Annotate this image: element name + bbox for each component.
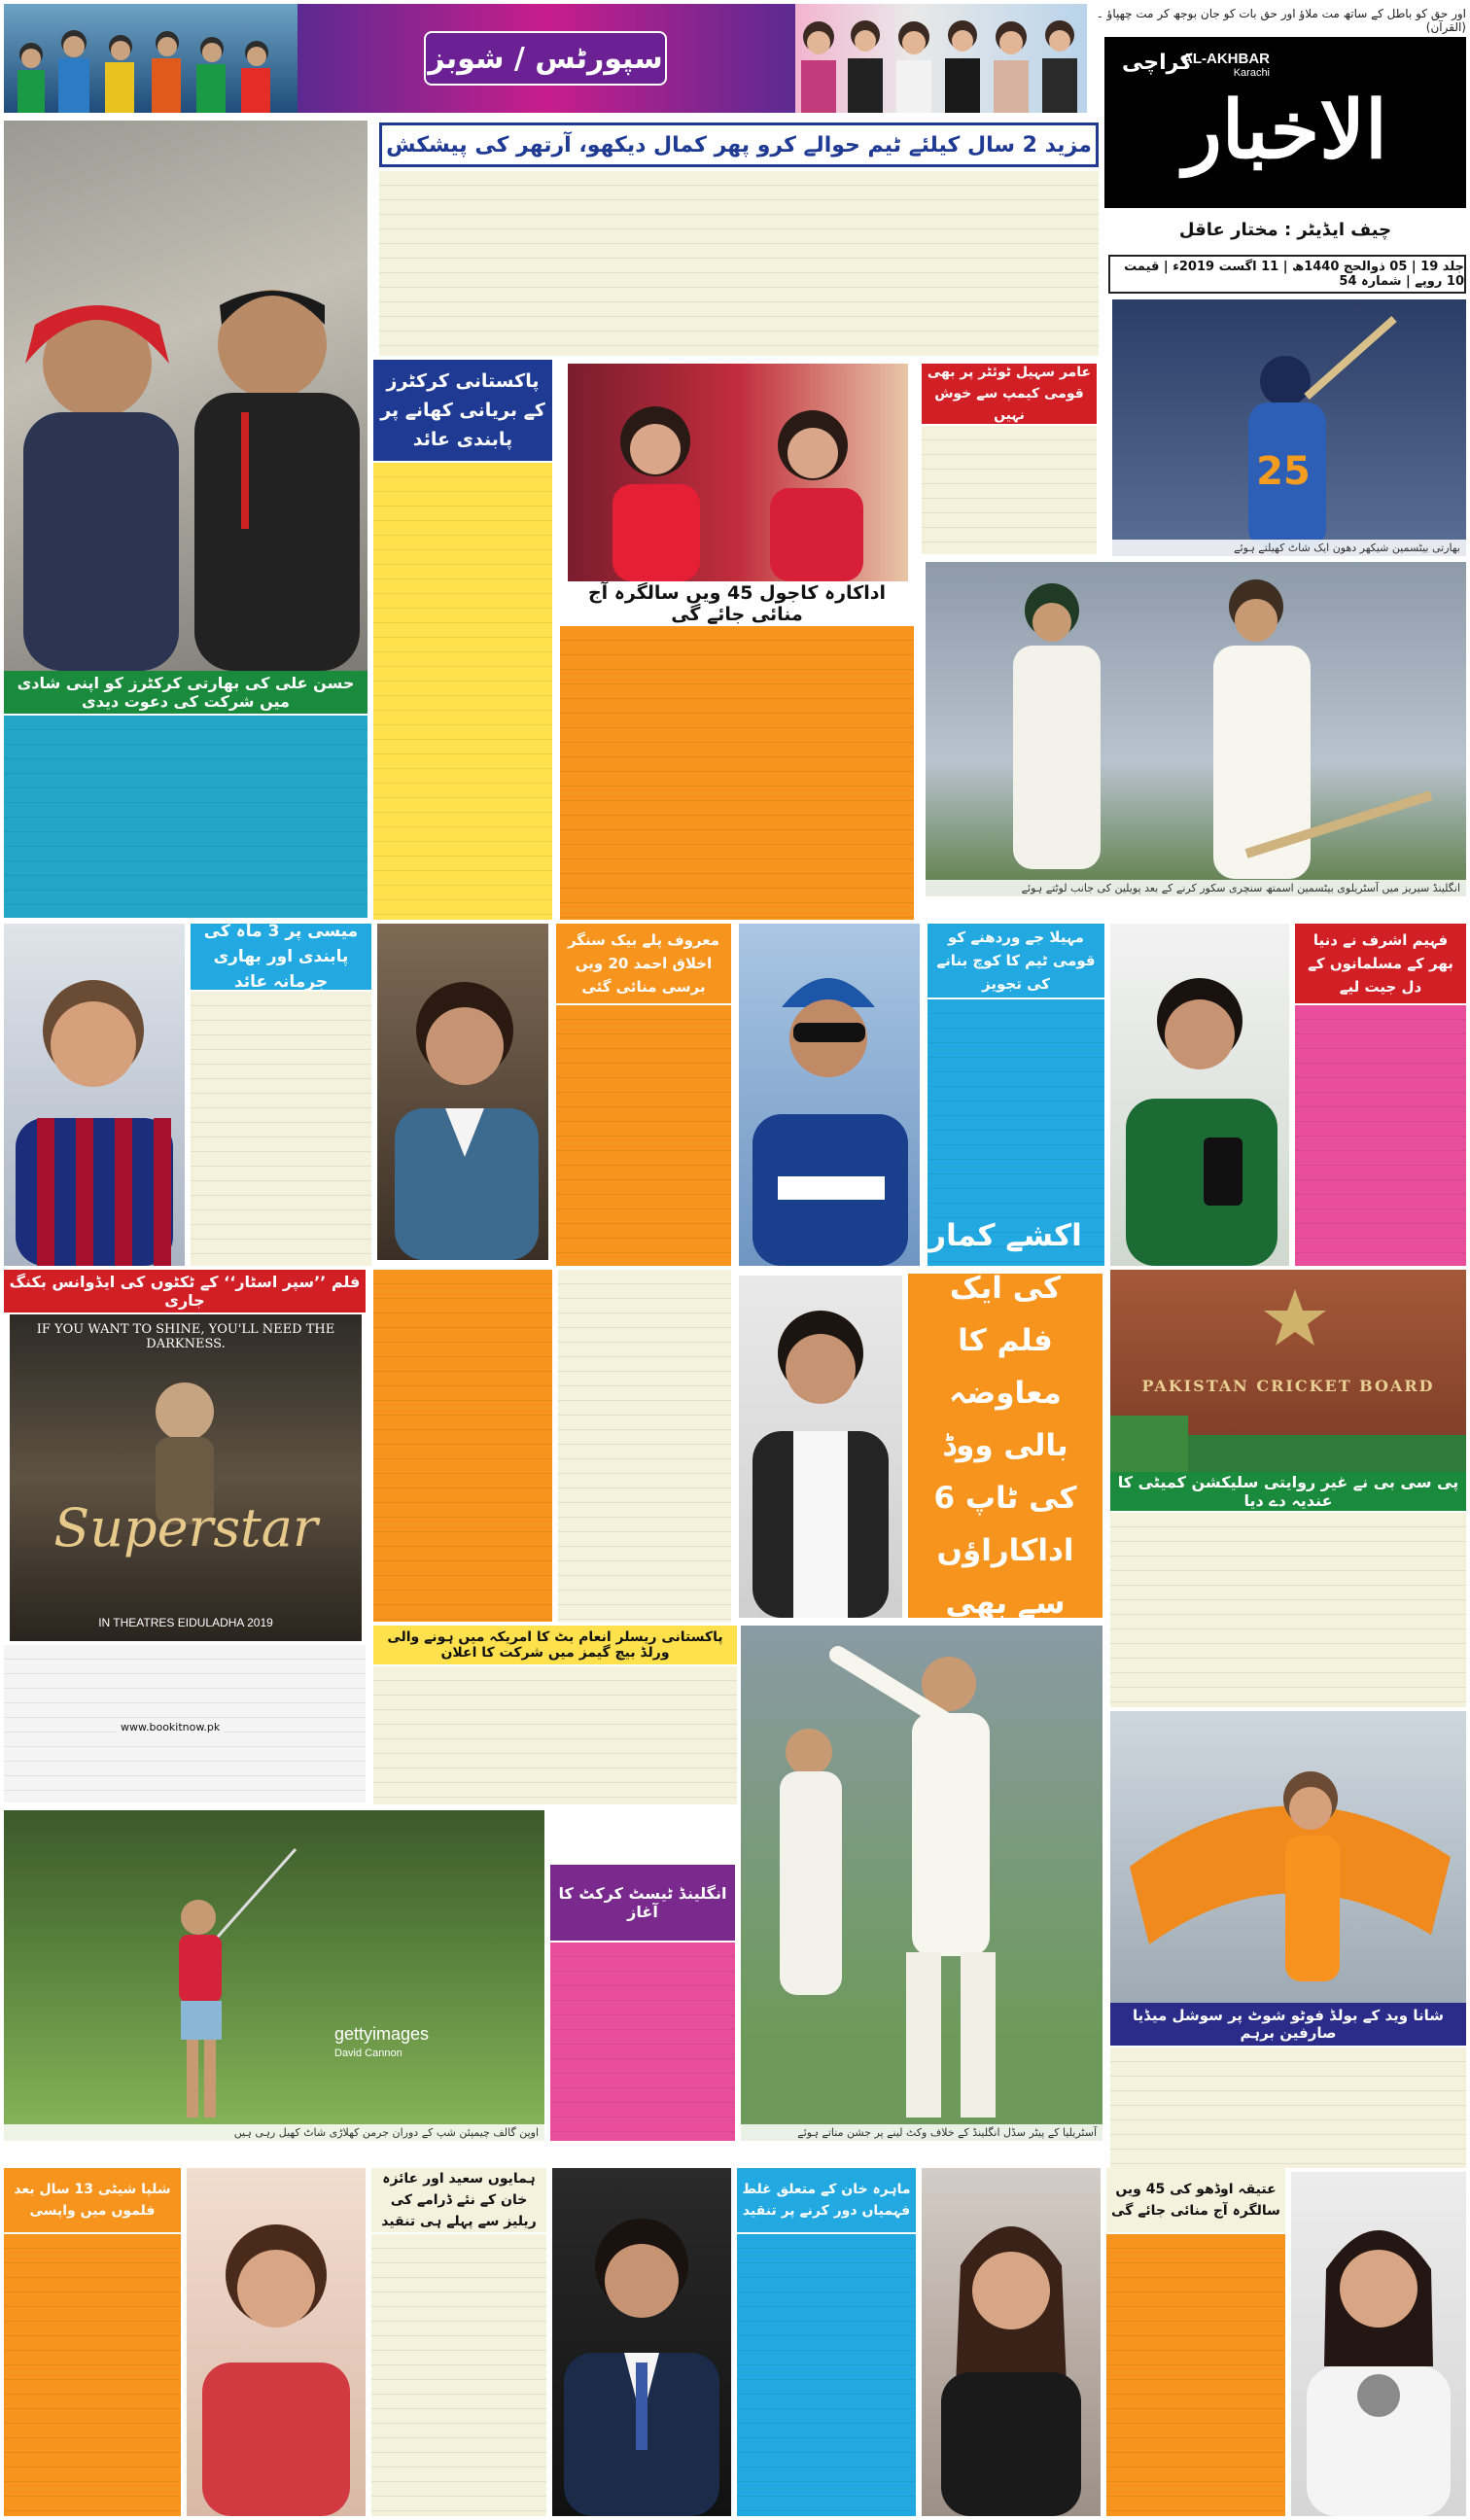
pcb-body (1110, 1513, 1466, 1707)
superstar-poster: IF YOU WANT TO SHINE, YOU'LL NEED THE DARKNESS. Superstar IN THEATRES EIDULADHA 2019 (10, 1314, 362, 1641)
atiqa-photo (1291, 2172, 1466, 2516)
iqbal-qasim-photo (377, 924, 548, 1260)
faheem-body (1295, 1005, 1466, 1266)
golf-photo (4, 1810, 544, 2141)
hasan-ali-body (4, 716, 368, 918)
arthur-headline: مزید 2 سال کیلئے ٹیم حوالے کرو پھر کمال دیکھو، آرتھر کی پیشکش (379, 122, 1099, 167)
smith-photo (926, 562, 1466, 896)
logo-urdu: الاخبار (1183, 84, 1387, 177)
humayun-photo (552, 2168, 731, 2516)
siddle-caption: آسٹریلیا کے پیٹر سڈل انگلینڈ کے خلاف وکٹ لینے پر جشن مناتے ہوئے (741, 2124, 1102, 2141)
section-banner-box (424, 31, 667, 86)
getty-credit: David Cannon (334, 2048, 402, 2059)
kajol-photo (568, 364, 908, 581)
atiqa-headline: عتیقہ اوڈھو کی 45 ویں سالگرہ آج منائی جائے گی (1106, 2168, 1285, 2232)
hasan-ali-headline: حسن علی کی بھارتی کرکٹرز کو اپنی شادی میں شرکت کی دعوت دیدی (4, 671, 368, 714)
superstar-url: www.bookitnow.pk (117, 1721, 224, 1733)
golf-caption: اوپن گالف چیمپئن شپ کے دوران جرمن کھلاڑی شاٹ کھیل رہی ہیں (4, 2124, 544, 2141)
humayun-body (371, 2234, 546, 2516)
smith-caption: انگلینڈ سیریز میں آسٹریلوی بیٹسمین اسمتھ سنچری سکور کرنے کے بعد پویلین کی جانب لوٹتے ہوئے (926, 880, 1466, 896)
shilpa-headline: شلپا شیٹی 13 سال بعد فلموں میں واپسی (4, 2168, 181, 2232)
messi-body (191, 992, 371, 1266)
iqbal-qasim-headline: معروف پلے بیک سنگر اخلاق احمد 20 ویں برسی منائی گئی (556, 924, 731, 1003)
getty-watermark: gettyimages (334, 2024, 430, 2044)
amir-headline: عامر سہیل ٹوئٹر پر بھی قومی کیمپ سے خوش نہیں (922, 364, 1097, 424)
section-banner-title: سپورٹس / شوبز (428, 41, 663, 76)
pcb-photo: PAKISTAN CRICKET BOARD (1110, 1270, 1466, 1472)
shikhar-photo (1112, 299, 1466, 556)
kajol-headline: اداکارہ کاجول 45 ویں سالگرہ آج منائی جائے گی (587, 582, 887, 625)
england-headline: انگلینڈ ٹیسٹ کرکٹ کا آغاز (550, 1865, 735, 1941)
wrestlers-headline: پاکستانی ریسلر انعام بٹ کا امریکہ میں ہونے والی ورلڈ بیچ گیمز میں شرکت کا اعلان (373, 1626, 737, 1664)
england-body (550, 1942, 735, 2141)
faheem-photo (1110, 924, 1289, 1266)
akshay-body-left (373, 1270, 552, 1622)
messi-photo (4, 924, 185, 1266)
kajol-body (560, 626, 914, 920)
hasan-ali-photo (4, 121, 368, 671)
atiqa-body (1106, 2234, 1285, 2516)
mahela-headline: مہیلا جے وردھنے کو قومی ٹیم کا کوچ بنانے کی تجویز (928, 924, 1104, 998)
superstar-headline: فلم ’’سپر اسٹار‘‘ کے ٹکٹوں کی ایڈوانس بکنگ جاری (4, 1270, 366, 1312)
iqbal-qasim-body (556, 1005, 731, 1266)
mahira-body (737, 2234, 916, 2516)
shilpa-photo (187, 2168, 366, 2516)
siddle-photo (741, 1626, 1102, 2141)
shahid-photo (1110, 1711, 1466, 2003)
humayun-headline: ہمایوں سعید اور عائزہ خان کے نئے ڈرامے کی ریلیز سے پہلے ہی تنقید (371, 2168, 546, 2232)
masthead-editor: چیف ایڈیٹر : مختار عاقل (1178, 219, 1392, 240)
shahid-headline: شانا وید کے بولڈ فوٹو شوٹ پر سوشل میڈیا صارفین برہم (1110, 2003, 1466, 2046)
biryani-body (373, 463, 552, 920)
top-left-banner-photo (4, 4, 298, 113)
mahela-photo (739, 924, 920, 1266)
shilpa-body (4, 2234, 181, 2516)
svg-text:25: 25 (1256, 449, 1311, 494)
shahid-body (1110, 2048, 1466, 2168)
shikhar-caption: بھارتی بیٹسمین شیکھر دھون ایک شاٹ کھیلتے ہوئے (1112, 540, 1466, 556)
biryani-headline: پاکستانی کرکٹرز کے بریانی کھانے پر پابندی عائد (373, 360, 552, 461)
section-banner (298, 4, 795, 113)
arthur-body (379, 171, 1099, 356)
faheem-headline: فہیم اشرف نے دنیا بھر کے مسلمانوں کے دل جیت لیے (1295, 924, 1466, 1003)
messi-headline: میسی پر 3 ماہ کی پابندی اور بھاری جرمانہ عائد (191, 924, 371, 990)
logo-latin: AL-AKHBAR Karachi (1182, 51, 1270, 79)
mahira-photo (922, 2168, 1101, 2516)
logo-city: کراچی (1122, 51, 1193, 75)
akshay-photo (739, 1276, 902, 1618)
wrestlers-body (373, 1666, 737, 1804)
top-right-celebrity-strip (795, 4, 1087, 113)
mahira-headline: ماہرہ خان کے متعلق غلط فہمیاں دور کرنے پر تنقید (737, 2168, 916, 2232)
masthead-quote: اور حق کو باطل کے ساتھ مت ملاؤ اور حق بات کو جان بوجھ کر مت چھپاؤ ۔ (القرآن) (1096, 7, 1466, 34)
masthead-logo-block (1104, 37, 1466, 208)
amir-body (922, 426, 1097, 554)
akshay-body-mid (558, 1270, 731, 1622)
masthead-issue-line: جلد 19 | 05 ذوالحج 1440ھ | 11 اگست 2019ء | قیمت 10 روپے | شمارہ 54 (1108, 255, 1466, 294)
pcb-headline: پی سی بی نے غیر روایتی سلیکشن کمیٹی کا عندیہ دے دیا (1110, 1472, 1466, 1511)
akshay-headline: اکشے کمار کی ایک فلم کا معاوضہ بالی ووڈ کی ٹاپ 6 اداکاراؤں سے بھی (908, 1274, 1102, 1618)
